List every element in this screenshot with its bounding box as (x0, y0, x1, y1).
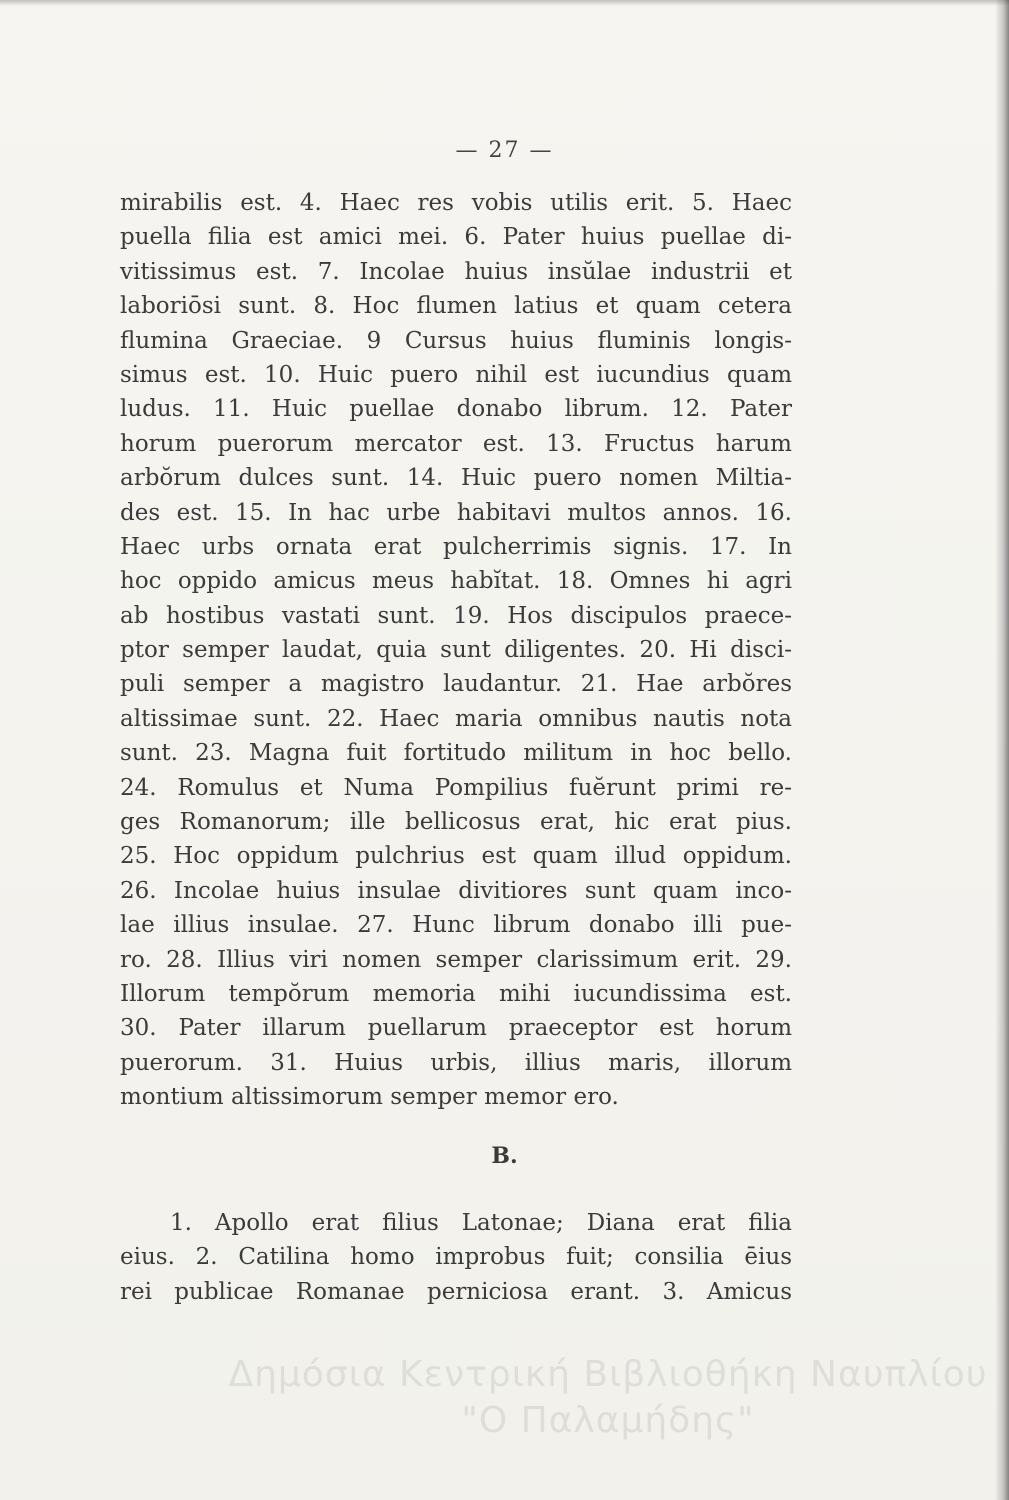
text-line: flumina Graeciae. 9 Cursus huius fluminis longis- (120, 327, 792, 354)
section-heading: B. (491, 1143, 518, 1169)
text-line: 24. Romulus et Numa Pompilius fuĕrunt primi re- (120, 774, 792, 801)
watermark-line-1: Δημόσια Κεντρική Βιβλιοθήκη Ναυπλίου (228, 1354, 988, 1395)
text-line: simus est. 10. Huic puero nihil est iucundius quam (120, 361, 792, 388)
text-line: 26. Incolae huius insulae divitiores sunt quam inco- (120, 877, 792, 904)
text-line: montium altissimorum semper memor ero. (120, 1084, 619, 1111)
text-line: ludus. 11. Huic puellae donabo librum. 12. Pater (120, 396, 792, 423)
text-line: 30. Pater illarum puellarum praeceptor est horum (120, 1015, 792, 1042)
text-line: Haec urbs ornata erat pulcherrimis signis. 17. In (120, 533, 792, 560)
text-line: des est. 15. In hac urbe habitavi multos annos. 16. (120, 499, 792, 526)
text-line: laboriōsi sunt. 8. Hoc flumen latius et quam cetera (120, 293, 792, 320)
main-text-block (120, 186, 792, 1115)
text-line: puella filia est amici mei. 6. Pater huius puellae di- (120, 224, 792, 251)
text-line: 1. Apollo erat filius Latonae; Diana erat filia (170, 1210, 792, 1236)
text-line: hoc oppido amicus meus habĭtat. 18. Omnes hi agri (120, 568, 792, 595)
page-top-shadow (0, 0, 1009, 6)
text-line: puerorum. 31. Huius urbis, illius maris, illorum (120, 1049, 792, 1076)
text-line: rei publicae Romanae perniciosa erant. 3. Amicus (120, 1278, 792, 1305)
section-b-text-block (120, 1206, 792, 1309)
text-line: ab hostibus vastati sunt. 19. Hos discipulos praece- (120, 602, 792, 629)
page-right-shadow (995, 0, 1009, 1500)
text-line: horum puerorum mercator est. 13. Fructus harum (120, 430, 792, 457)
text-line: Illorum tempŏrum memoria mihi iucundissima est. (120, 980, 792, 1007)
text-line: mirabilis est. 4. Haec res vobis utilis erit. 5. Haec (120, 190, 792, 216)
text-line: ptor semper laudat, quia sunt diligentes. 20. Hi disci- (120, 637, 792, 664)
text-line: puli semper a magistro laudantur. 21. Hae arbŏres (120, 671, 792, 698)
text-line: lae illius insulae. 27. Hunc librum donabo illi pue- (120, 912, 792, 939)
text-line: vitissimus est. 7. Incolae huius insŭlae industrii et (120, 258, 792, 285)
text-line: sunt. 23. Magna fuit fortitudo militum in hoc bello. (120, 740, 792, 767)
text-line: altissimae sunt. 22. Haec maria omnibus nautis nota (120, 705, 792, 732)
page-number: — 27 — (455, 138, 554, 163)
text-line: ges Romanorum; ille bellicosus erat, hic erat pius. (120, 809, 792, 836)
text-line: 25. Hoc oppidum pulchrius est quam illud oppidum. (120, 843, 792, 870)
library-watermark (228, 1352, 988, 1444)
text-line: arbŏrum dulces sunt. 14. Huic puero nomen Miltia- (120, 465, 792, 492)
text-line: ro. 28. Illius viri nomen semper clarissimum erit. 29. (120, 946, 792, 973)
text-line: eius. 2. Catilina homo improbus fuit; consilia ēius (120, 1244, 792, 1271)
watermark-line-2: "Ο Παλαμήδης" (461, 1400, 755, 1441)
